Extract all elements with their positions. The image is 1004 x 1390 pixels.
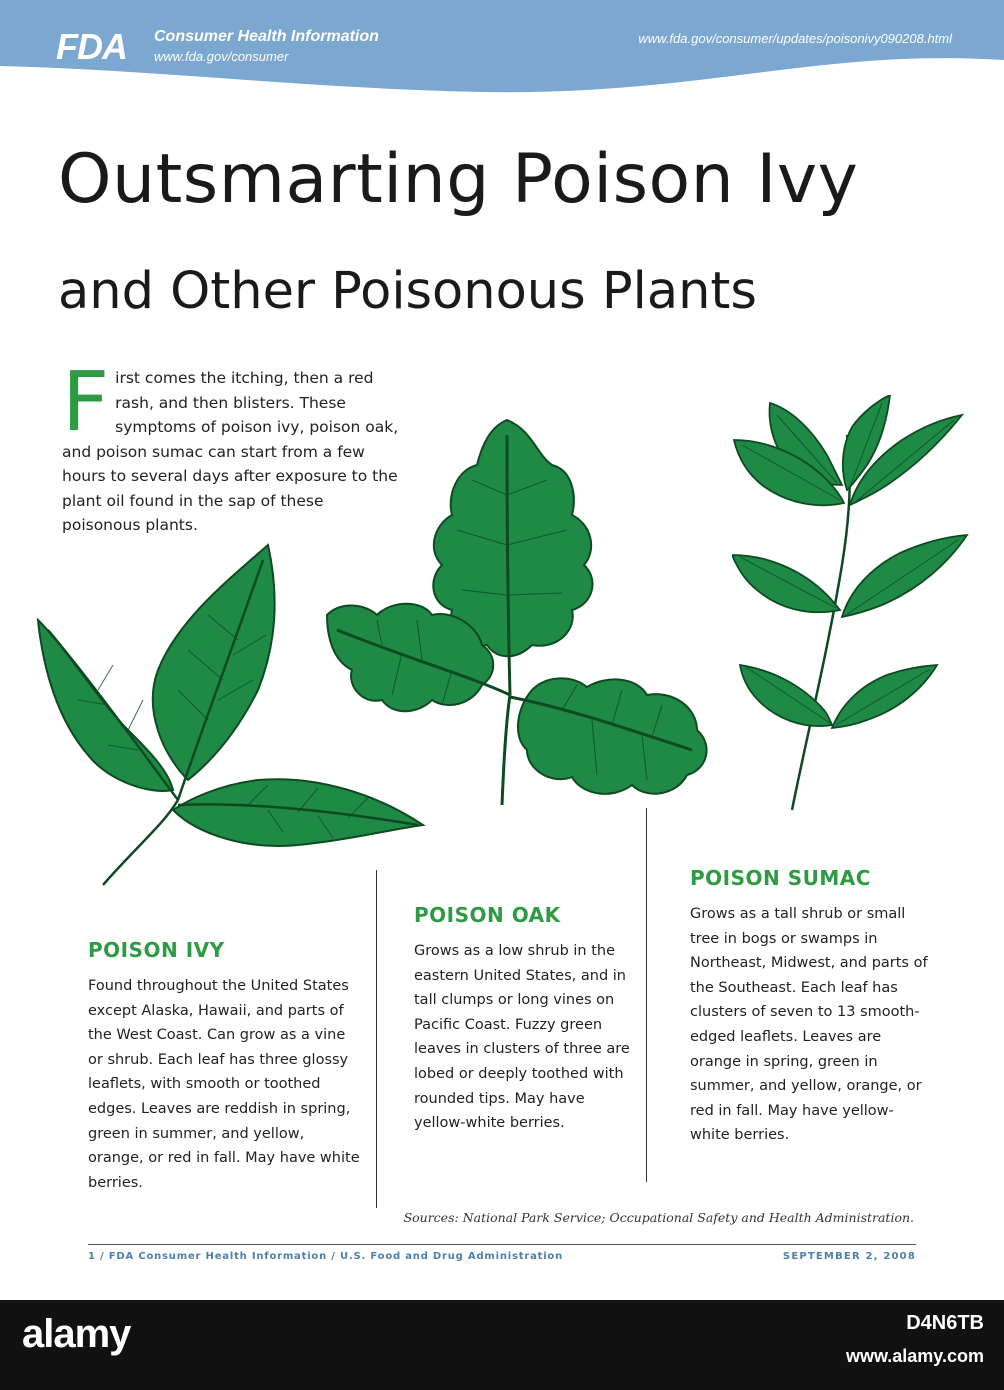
- page-title: Outsmarting Poison Ivy: [58, 140, 859, 219]
- consumer-health-title: Consumer Health Information: [154, 28, 379, 45]
- column-divider-right: [646, 808, 647, 1182]
- footer-publication-info: 1 / FDA Consumer Health Information / U.S. Food and Drug Administration: [88, 1251, 564, 1262]
- poison-sumac-description: Grows as a tall shrub or small tree in bogs or swamps in Northeast, Midwest, and parts of the Southeast. Each leaf has clusters of seven to 13 smooth-edged leaflets. Leaves are orange in spring, green in summer, and yellow, orange, or red in fall. May have yellow-white berries.: [690, 906, 928, 1144]
- poison-ivy-section: [88, 938, 363, 1195]
- poison-sumac-section: [690, 866, 930, 1148]
- consumer-site-link[interactable]: www.fda.gov/consumer: [154, 49, 289, 64]
- poison-oak-section: [414, 903, 634, 1136]
- poison-ivy-description: Found throughout the United States except Alaska, Hawaii, and parts of the West Coast. Can grow as a vine or shrub. Each leaf has three glossy leaflets, with smooth or toothed edges. Leaves are reddish in spring, green in summer, and yellow, orange, or red in fall. May have white berries.: [88, 978, 360, 1191]
- fda-logo[interactable]: FDA: [56, 26, 127, 67]
- alamy-site: www.alamy.com: [845, 1346, 984, 1366]
- intro-dropcap: F: [62, 355, 110, 450]
- poison-ivy-heading: POISON IVY: [88, 938, 225, 962]
- intro-text: irst comes the itching, then a red rash, and then blisters. These symptoms of poison ivy, poison oak, and poison sumac can start from a few hours to several days after exposure to the plant oil found in the sap of these poisonous plants.: [62, 369, 399, 534]
- poison-oak-heading: POISON OAK: [414, 903, 561, 927]
- page-url-link[interactable]: www.fda.gov/consumer/updates/poisonivy090208.html: [638, 31, 952, 46]
- header-wave: [0, 0, 1004, 110]
- footer-date: SEPTEMBER 2, 2008: [782, 1251, 916, 1262]
- stock-watermark-bar: [0, 1300, 1004, 1390]
- poison-sumac-leaf-illustration: [732, 395, 972, 815]
- footer-rule: [88, 1244, 916, 1245]
- sources-note: Sources: National Park Service; Occupational Safety and Health Administration.: [403, 1210, 914, 1225]
- image-id: D4N6TB: [906, 1312, 984, 1334]
- page-subtitle: and Other Poisonous Plants: [58, 262, 757, 321]
- column-divider-left: [376, 870, 377, 1208]
- poison-oak-description: Grows as a low shrub in the eastern United States, and in tall clumps or long vines on Pacific Coast. Fuzzy green leaves in clusters of three are lobed or deeply toothed with rounded tips. May have yellow-white berries.: [414, 943, 630, 1132]
- alamy-logo: alamy: [22, 1312, 131, 1356]
- header-band: [0, 0, 1004, 110]
- poison-oak-leaf-illustration: [322, 415, 714, 810]
- poison-sumac-heading: POISON SUMAC: [690, 866, 871, 890]
